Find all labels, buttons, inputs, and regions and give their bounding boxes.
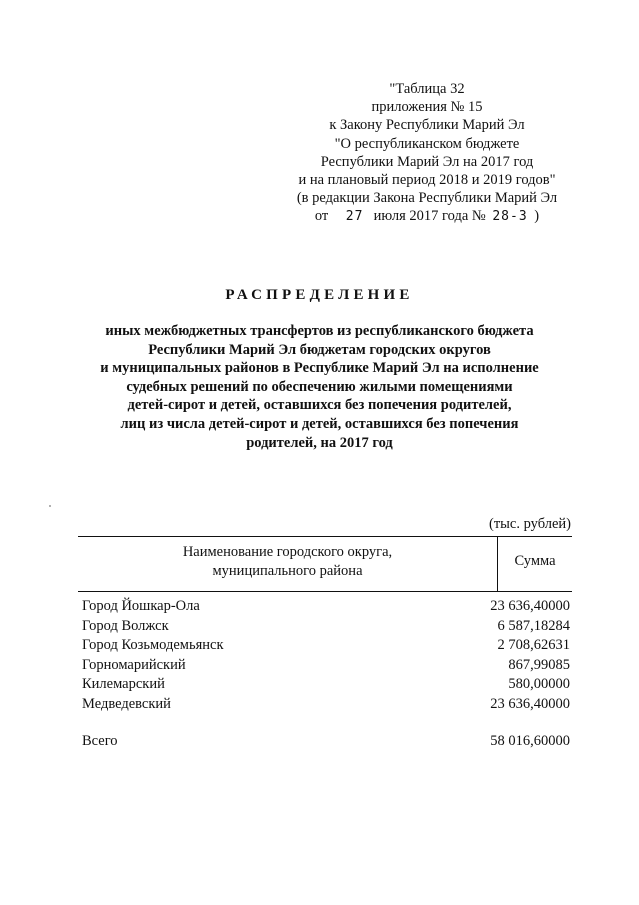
law-date-line	[272, 207, 582, 226]
table-row	[82, 656, 570, 676]
table-row	[82, 695, 570, 715]
table-header	[78, 536, 572, 592]
subtitle-line: иных межбюджетных трансфертов из республиканского бюджета	[105, 323, 534, 339]
row-name: Город Волжск	[82, 617, 169, 634]
header-line: (в редакции Закона Республики Марий Эл	[296, 190, 558, 207]
document-title: РАСПРЕДЕЛЕНИЕ	[225, 287, 414, 303]
row-amount: 23 636,40000	[490, 695, 570, 712]
row-name: Горномарийский	[82, 656, 186, 673]
date-month-year: июля 2017 года №	[373, 208, 486, 225]
table-row	[82, 597, 570, 617]
header-line: и на плановый период 2018 и 2019 годов"	[298, 172, 556, 189]
document-subtitle	[80, 322, 559, 452]
total-row	[82, 733, 570, 750]
row-name: Город Йошкар-Ола	[82, 598, 200, 614]
subtitle-line: детей-сирот и детей, оставшихся без попечения родителей,	[127, 397, 512, 414]
closing-paren: )	[534, 208, 540, 225]
table-row	[82, 675, 570, 695]
row-amount: 867,99085	[508, 656, 570, 673]
header-line: приложения № 15	[371, 99, 483, 116]
total-amount: 58 016,60000	[490, 733, 570, 749]
row-amount: 23 636,40000	[490, 598, 570, 614]
table-body	[82, 597, 570, 714]
subtitle-line: и муниципальных районов в Республике Марий Эл на исполнение	[100, 360, 539, 377]
row-amount: 6 587,18284	[497, 617, 570, 634]
date-day: 27	[345, 209, 364, 225]
header-line: Республики Марий Эл на 2017 год	[320, 153, 534, 170]
law-number: 28-З	[492, 209, 528, 225]
row-amount: 2 708,62631	[497, 637, 570, 653]
row-name: Город Козьмодемьянск	[82, 637, 224, 653]
date-prefix: от	[314, 208, 329, 225]
table-row	[82, 617, 570, 637]
units-label: (тыс. рублей)	[489, 516, 571, 532]
column-header-name	[78, 543, 497, 581]
row-amount: 580,00000	[508, 676, 570, 692]
row-name: Медведевский	[82, 695, 171, 712]
scan-speck	[49, 505, 51, 507]
column-header-name-line: Наименование городского округа,	[182, 544, 393, 560]
subtitle-line: судебных решений по обеспечению жилыми помещениями	[126, 378, 513, 395]
row-name: Килемарский	[82, 676, 165, 692]
header-line: "Таблица 32	[389, 81, 465, 97]
header-line: "О республиканском бюджете	[334, 135, 520, 152]
subtitle-line: Республики Марий Эл бюджетам городских округов	[148, 341, 491, 358]
header-line: к Закону Республики Марий Эл	[329, 117, 525, 134]
subtitle-line: родителей, на 2017 год	[246, 434, 393, 451]
column-header-name-line: муниципального района	[212, 563, 363, 579]
total-label: Всего	[82, 733, 118, 749]
subtitle-line: лиц из числа детей-сирот и детей, оставшихся без попечения	[120, 415, 519, 432]
column-header-sum: Сумма	[514, 553, 556, 569]
table-row	[82, 636, 570, 656]
appendix-header	[272, 80, 582, 227]
